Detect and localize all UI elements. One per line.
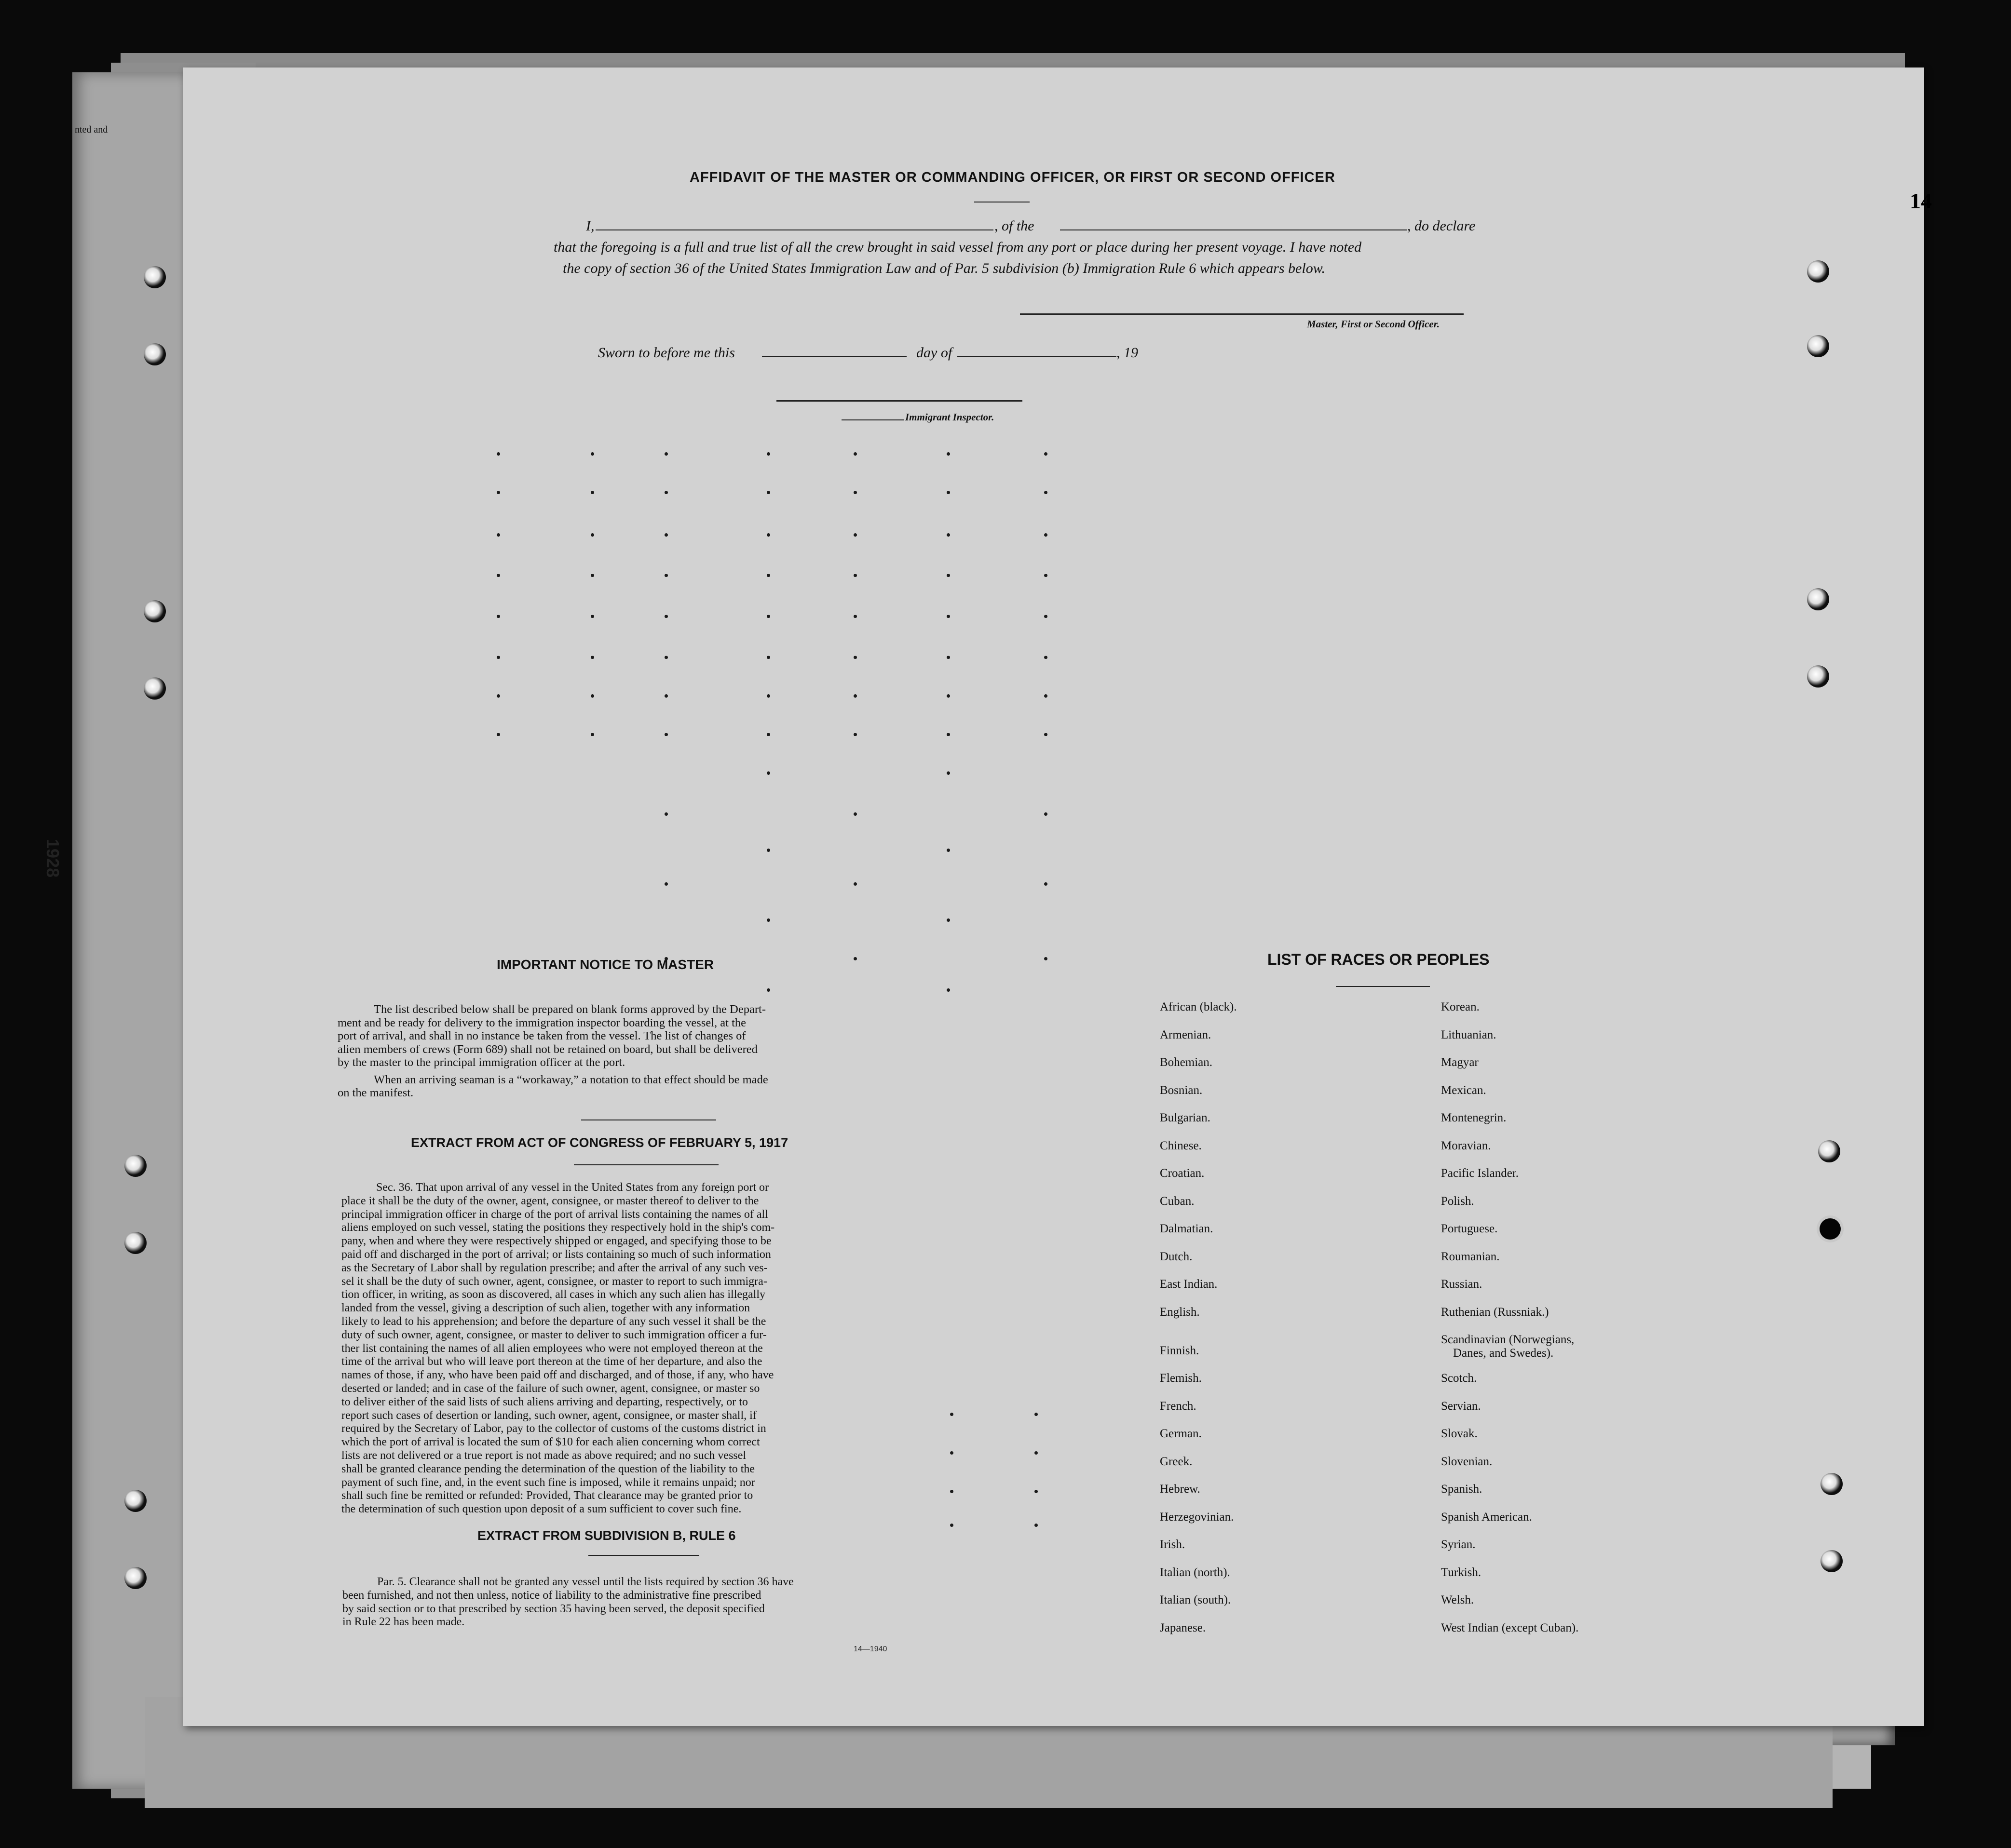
grid-dot	[854, 694, 857, 698]
form-code: 14—1940	[854, 1645, 887, 1653]
grid-dot	[950, 1524, 953, 1527]
affidavit-of-the-label: , of the	[994, 218, 1034, 234]
grid-dot	[1044, 694, 1047, 698]
grid-dot	[665, 733, 668, 736]
race-item: Moravian.	[1441, 1139, 1491, 1152]
race-item: Bohemian.	[1160, 1056, 1213, 1069]
inspector-label: Immigrant Inspector.	[905, 411, 994, 423]
edge-fragment-text: nted and	[75, 124, 108, 135]
race-item: Welsh.	[1441, 1593, 1474, 1606]
grid-dot	[854, 615, 857, 618]
race-item: Korean.	[1441, 1000, 1480, 1013]
race-item: Chinese.	[1160, 1139, 1202, 1152]
grid-dot	[591, 615, 594, 618]
edge-side-number: 1928	[43, 839, 63, 878]
race-item: Magyar	[1441, 1056, 1479, 1069]
grid-dot	[665, 615, 668, 618]
grid-dot	[591, 574, 594, 577]
text-line: ther list containing the names of all alien employees who were not employed thereon at the	[341, 1342, 763, 1355]
race-item: Scandinavian (Norwegians, Danes, and Swedes).	[1441, 1333, 1575, 1360]
affidavit-i-label: I,	[586, 218, 595, 234]
grid-dot	[497, 615, 500, 618]
grid-dot	[947, 615, 950, 618]
grid-dot	[767, 491, 770, 494]
text-line: place it shall be the duty of the owner, agent, consignee, or master thereof to deliver to the	[341, 1194, 759, 1207]
name-field-line	[596, 229, 993, 230]
race-item: Portuguese.	[1441, 1222, 1498, 1235]
text-line: aliens employed on such vessel, stating the positions they respectively hold in the ship's com-	[341, 1221, 775, 1234]
race-item: Turkish.	[1441, 1565, 1481, 1579]
race-item: Scotch.	[1441, 1372, 1477, 1385]
grid-dot	[1044, 491, 1047, 494]
race-item: Lithuanian.	[1441, 1028, 1496, 1041]
grid-dot	[767, 694, 770, 698]
text-line: the determination of such question upon deposit of a sum sufficient to cover such fine.	[341, 1503, 742, 1516]
grid-dot	[947, 849, 950, 852]
day-of-label: day of	[916, 345, 952, 361]
grid-dot	[767, 733, 770, 736]
grid-dot	[950, 1413, 953, 1416]
grid-dot	[947, 491, 950, 494]
punch-hole	[1818, 1140, 1840, 1162]
grid-dot	[591, 694, 594, 698]
race-item: East Indian.	[1160, 1278, 1218, 1291]
grid-dot	[497, 491, 500, 494]
grid-dot	[950, 1451, 953, 1455]
text-line: lists are not delivered or a true report is not made as above required; and no such vessel	[341, 1449, 747, 1462]
sworn-label: Sworn to before me this	[598, 345, 735, 361]
race-item: Polish.	[1441, 1194, 1474, 1208]
grid-dot	[497, 574, 500, 577]
grid-dot	[947, 533, 950, 537]
notice-line: When an arriving seaman is a “workaway,” a notation to that effect should be made	[374, 1073, 768, 1086]
inspector-signature-line	[776, 400, 1022, 402]
grid-dot	[767, 988, 770, 992]
punch-hole	[124, 1490, 147, 1512]
grid-dot	[947, 733, 950, 736]
grid-dot	[665, 574, 668, 577]
text-line: shall such fine be remitted or refunded: Provided, That clearance may be granted prior to	[341, 1489, 753, 1502]
race-item: Spanish.	[1441, 1483, 1482, 1496]
notice-line: ment and be ready for delivery to the immigration inspector boarding the vessel, at the	[338, 1016, 747, 1029]
grid-dot	[947, 694, 950, 698]
punch-hole	[124, 1232, 147, 1254]
grid-dot	[767, 533, 770, 537]
text-line: in Rule 22 has been made.	[342, 1616, 465, 1629]
act-extract-body	[341, 1181, 901, 1516]
race-item: Spanish American.	[1441, 1510, 1532, 1524]
text-line: as the Secretary of Labor shall by regulation prescribe; and after the arrival of any such ves-	[341, 1261, 768, 1274]
text-line: to deliver either of the said lists of such aliens arriving and departing, respectively, or to	[341, 1395, 748, 1408]
race-item: Irish.	[1160, 1538, 1185, 1551]
rule-extract-title: EXTRACT FROM SUBDIVISION B, RULE 6	[477, 1528, 736, 1543]
punch-hole	[1821, 1550, 1843, 1572]
punch-hole	[1807, 665, 1829, 688]
race-item: Herzegovinian.	[1160, 1510, 1234, 1524]
divider	[588, 1555, 699, 1556]
grid-dot	[854, 491, 857, 494]
race-item: Pacific Islander.	[1441, 1167, 1519, 1180]
grid-dot	[1044, 574, 1047, 577]
text-line: report such cases of desertion or landing, such owner, agent, consignee, or master shall, if	[341, 1409, 757, 1422]
grid-dot	[854, 533, 857, 537]
grid-dot	[1044, 812, 1047, 816]
affidavit-declare-label: , do declare	[1407, 218, 1476, 234]
affidavit-line-2: that the foregoing is a full and true list of all the crew brought in said vessel from any port or place during her present voyage. I have noted	[554, 239, 1362, 255]
grid-dot	[1044, 957, 1047, 960]
text-line: landed from the vessel, giving a description of such alien, together with any information	[341, 1302, 750, 1315]
text-line: deserted or landed; and in case of the failure of such owner, agent, consignee, or master so	[341, 1382, 760, 1395]
grid-dot	[1044, 882, 1047, 886]
year-label: , 19	[1116, 345, 1138, 361]
race-item: Finnish.	[1160, 1344, 1199, 1357]
race-item: Italian (north).	[1160, 1565, 1230, 1579]
text-line: names of those, if any, who have been paid off and discharged, and of those, if any, who have	[341, 1369, 774, 1382]
grid-dot	[1044, 733, 1047, 736]
rule-extract-body	[342, 1576, 902, 1629]
grid-dot	[1044, 533, 1047, 537]
grid-dot	[1044, 656, 1047, 659]
notice-line: on the manifest.	[338, 1086, 414, 1099]
text-line: duty of such owner, agent, consignee, or master to deliver to such immigration officer a fur-	[341, 1328, 767, 1341]
grid-dot	[497, 452, 500, 456]
affidavit-title: AFFIDAVIT OF THE MASTER OR COMMANDING OFFICER, OR FIRST OR SECOND OFFICER	[690, 170, 1335, 185]
race-item: Bosnian.	[1160, 1083, 1203, 1097]
grid-dot	[947, 656, 950, 659]
punch-hole	[1807, 588, 1829, 610]
grid-dot	[947, 918, 950, 922]
race-item: Hebrew.	[1160, 1483, 1200, 1496]
grid-dot	[854, 574, 857, 577]
master-signature-line	[1020, 313, 1464, 315]
inspector-short-line	[842, 419, 904, 420]
text-line: Par. 5. Clearance shall not be granted any vessel until the lists required by section 36 have	[377, 1576, 794, 1588]
race-item: Dalmatian.	[1160, 1222, 1213, 1235]
divider	[1336, 986, 1430, 987]
grid-dot	[947, 574, 950, 577]
punch-hole	[144, 600, 166, 622]
grid-dot	[950, 1490, 953, 1493]
grid-dot	[665, 882, 668, 886]
grid-dot	[665, 452, 668, 456]
race-item: French.	[1160, 1399, 1196, 1413]
text-line: shall be granted clearance pending the determination of the question of the liability to the	[341, 1462, 755, 1475]
race-item: Slovak.	[1441, 1427, 1478, 1440]
grid-dot	[591, 656, 594, 659]
race-item: Russian.	[1441, 1278, 1482, 1291]
grid-dot	[1044, 452, 1047, 456]
text-line: payment of such fine, and, in the event such fine is imposed, while it remains unpaid; nor	[341, 1476, 755, 1489]
race-item: Croatian.	[1160, 1167, 1205, 1180]
grid-dot	[665, 656, 668, 659]
vessel-field-line	[1060, 229, 1407, 230]
text-line: principal immigration officer in charge of the port of arrival lists containing the names of all	[341, 1208, 768, 1221]
sworn-day-line	[762, 356, 907, 357]
grid-dot	[1034, 1490, 1038, 1493]
text-line: pany, when and where they were respectively shipped or engaged, and specifying those to be	[341, 1235, 772, 1248]
punch-hole	[1807, 260, 1829, 283]
race-item: Roumanian.	[1441, 1250, 1500, 1263]
races-title: LIST OF RACES OR PEOPLES	[1267, 951, 1490, 968]
page-number: 14	[1910, 189, 1932, 213]
text-line: likely to lead to his apprehension; and before the departure of any such vessel it shall be the	[341, 1315, 766, 1328]
race-item: Slovenian.	[1441, 1455, 1493, 1468]
race-item: Bulgarian.	[1160, 1111, 1210, 1124]
race-item: English.	[1160, 1305, 1200, 1319]
grid-dot	[767, 615, 770, 618]
text-line: paid off and discharged in the port of arrival; or lists containing so much of such information	[341, 1248, 771, 1261]
race-item: Italian (south).	[1160, 1593, 1231, 1606]
punch-hole	[144, 266, 166, 288]
punch-hole	[1821, 1473, 1843, 1495]
race-item: Mexican.	[1441, 1083, 1486, 1097]
race-item: Ruthenian (Russniak.)	[1441, 1305, 1549, 1319]
punch-hole	[144, 677, 166, 700]
grid-dot	[591, 491, 594, 494]
grid-dot	[767, 918, 770, 922]
affidavit-line-3: the copy of section 36 of the United States Immigration Law and of Par. 5 subdivision (b) Immigration Rule 6 which appears below.	[563, 260, 1325, 276]
notice-line: alien members of crews (Form 689) shall not be retained on board, but shall be delivered	[338, 1042, 758, 1056]
grid-dot	[854, 882, 857, 886]
grid-dot	[591, 733, 594, 736]
grid-dot	[1034, 1413, 1038, 1416]
grid-dot	[767, 574, 770, 577]
race-item: Syrian.	[1441, 1538, 1476, 1551]
race-item: Japanese.	[1160, 1621, 1206, 1634]
divider	[574, 1164, 719, 1165]
grid-dot	[665, 812, 668, 816]
text-line: been furnished, and not then unless, notice of liability to the administrative fine prescribed	[342, 1589, 761, 1602]
race-item: Dutch.	[1160, 1250, 1193, 1263]
punch-hole	[1820, 1218, 1841, 1240]
grid-dot	[767, 849, 770, 852]
grid-dot	[767, 452, 770, 456]
punch-hole	[124, 1155, 147, 1177]
race-item: Servian.	[1441, 1399, 1481, 1413]
punch-hole	[144, 343, 166, 365]
text-line: sel it shall be the duty of such owner, agent, consignee, or master to report to such immigra-	[341, 1275, 767, 1288]
notice-line: by the master to the principal immigration officer at the port.	[338, 1056, 625, 1069]
notice-line: The list described below shall be prepared on blank forms approved by the Depart-	[374, 1003, 766, 1016]
grid-dot	[947, 771, 950, 775]
grid-dot	[497, 533, 500, 537]
race-item: Greek.	[1160, 1455, 1193, 1468]
act-extract-title: EXTRACT FROM ACT OF CONGRESS OF FEBRUARY 5, 1917	[411, 1135, 788, 1150]
grid-dot	[854, 733, 857, 736]
grid-dot	[497, 656, 500, 659]
race-item: German.	[1160, 1427, 1202, 1440]
grid-dot	[1044, 615, 1047, 618]
text-line: by said section or to that prescribed by section 35 having been served, the deposit specified	[342, 1602, 765, 1615]
text-line: which the port of arrival is located the sum of $10 for each alien concerning whom correct	[341, 1436, 760, 1449]
text-line: required by the Secretary of Labor, pay to the collector of customs of the customs district in	[341, 1422, 766, 1435]
grid-dot	[591, 533, 594, 537]
grid-dot	[665, 694, 668, 698]
sworn-month-line	[957, 356, 1116, 357]
grid-dot	[854, 452, 857, 456]
punch-hole	[124, 1567, 147, 1589]
grid-dot	[854, 656, 857, 659]
grid-dot	[1034, 1451, 1038, 1455]
grid-dot	[497, 733, 500, 736]
grid-dot	[497, 694, 500, 698]
grid-dot	[947, 452, 950, 456]
master-signature-label: Master, First or Second Officer.	[1307, 318, 1440, 330]
grid-dot	[591, 452, 594, 456]
race-item: Armenian.	[1160, 1028, 1211, 1041]
race-item: Cuban.	[1160, 1194, 1195, 1208]
race-item: Montenegrin.	[1441, 1111, 1507, 1124]
text-line: time of the arrival but who will leave port thereon at the time of her departure, and also the	[341, 1355, 762, 1368]
grid-dot	[767, 656, 770, 659]
grid-dot	[854, 812, 857, 816]
grid-dot	[665, 533, 668, 537]
grid-dot	[1034, 1524, 1038, 1527]
grid-dot	[854, 957, 857, 960]
grid-dot	[947, 988, 950, 992]
race-item: West Indian (except Cuban).	[1441, 1621, 1579, 1634]
text-line: tion officer, in writing, as soon as discovered, all cases in which any such alien has illegally	[341, 1288, 766, 1301]
notice-title: IMPORTANT NOTICE TO MASTER	[497, 957, 714, 972]
grid-dot	[665, 491, 668, 494]
punch-hole	[1807, 335, 1829, 357]
race-item: Flemish.	[1160, 1372, 1202, 1385]
notice-paragraph	[338, 1003, 899, 1100]
text-line: Sec. 36. That upon arrival of any vessel in the United States from any foreign port or	[376, 1181, 769, 1194]
race-item: African (black).	[1160, 1000, 1237, 1013]
notice-line: port of arrival, and shall in no instance be taken from the vessel. The list of changes of	[338, 1029, 746, 1042]
grid-dot	[767, 771, 770, 775]
